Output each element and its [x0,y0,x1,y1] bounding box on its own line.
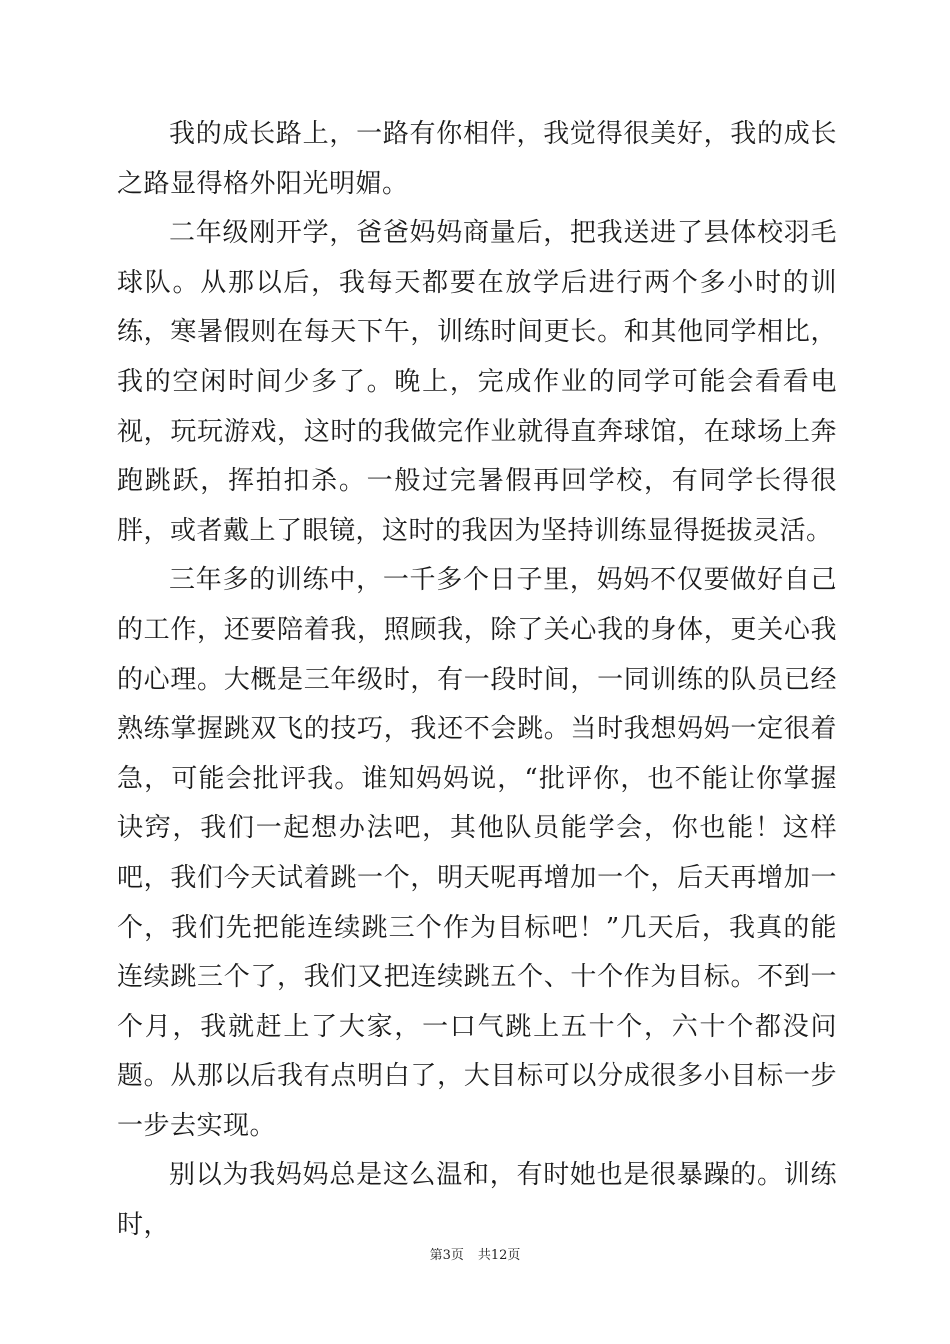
paragraph: 别以为我妈妈总是这么温和，有时她也是很暴躁的。训练时， [117,1160,837,1241]
paragraph: 二年级刚开学，爸爸妈妈商量后，把我送进了县体校羽毛球队。从那以后，我每天都要在放学后进行两个多小时的训练，寒暑假则在每天下午，训练时间更长。和其他同学相比，我的空闲时间少多了。晚上，完成作业的同学可能会看看电视，玩玩游戏，这时的我做完作业就得直奔球馆，在球场上奔跑跳跃，挥拍扣杀。一般过完暑假再回学校，有同学长得很胖，或者戴上了眼镜，这时的我因为坚持训练显得挺拔灵活。 [117,218,837,546]
paragraph: 三年多的训练中，一千多个日子里，妈妈不仅要做好自己的工作，还要陪着我，照顾我，除了关心我的身体，更关心我的心理。大概是三年级时，有一段时间，一同训练的队员已经熟练掌握跳双飞的技巧，我还不会跳。当时我想妈妈一定很着急，可能会批评我。谁知妈妈说，“批评你，也不能让你掌握诀窍，我们一起想办法吧，其他队员能学会，你也能！这样吧，我们今天试着跳一个，明天呢再增加一个，后天再增加一个，我们先把能连续跳三个作为目标吧！”几天后，我真的能连续跳三个了，我们又把连续跳五个、十个作为目标。不到一个月，我就赶上了大家，一口气跳上五十个，六十个都没问题。从那以后我有点明白了，大目标可以分成很多小目标一步一步去实现。 [117,565,837,1141]
page-total: 共12页 [477,1248,521,1263]
document-body [117,110,837,1251]
paragraph: 我的成长路上，一路有你相伴，我觉得很美好，我的成长之路显得格外阳光明媚。 [117,119,837,199]
page-footer [0,1247,950,1265]
page-number: 第3页 [429,1248,464,1263]
